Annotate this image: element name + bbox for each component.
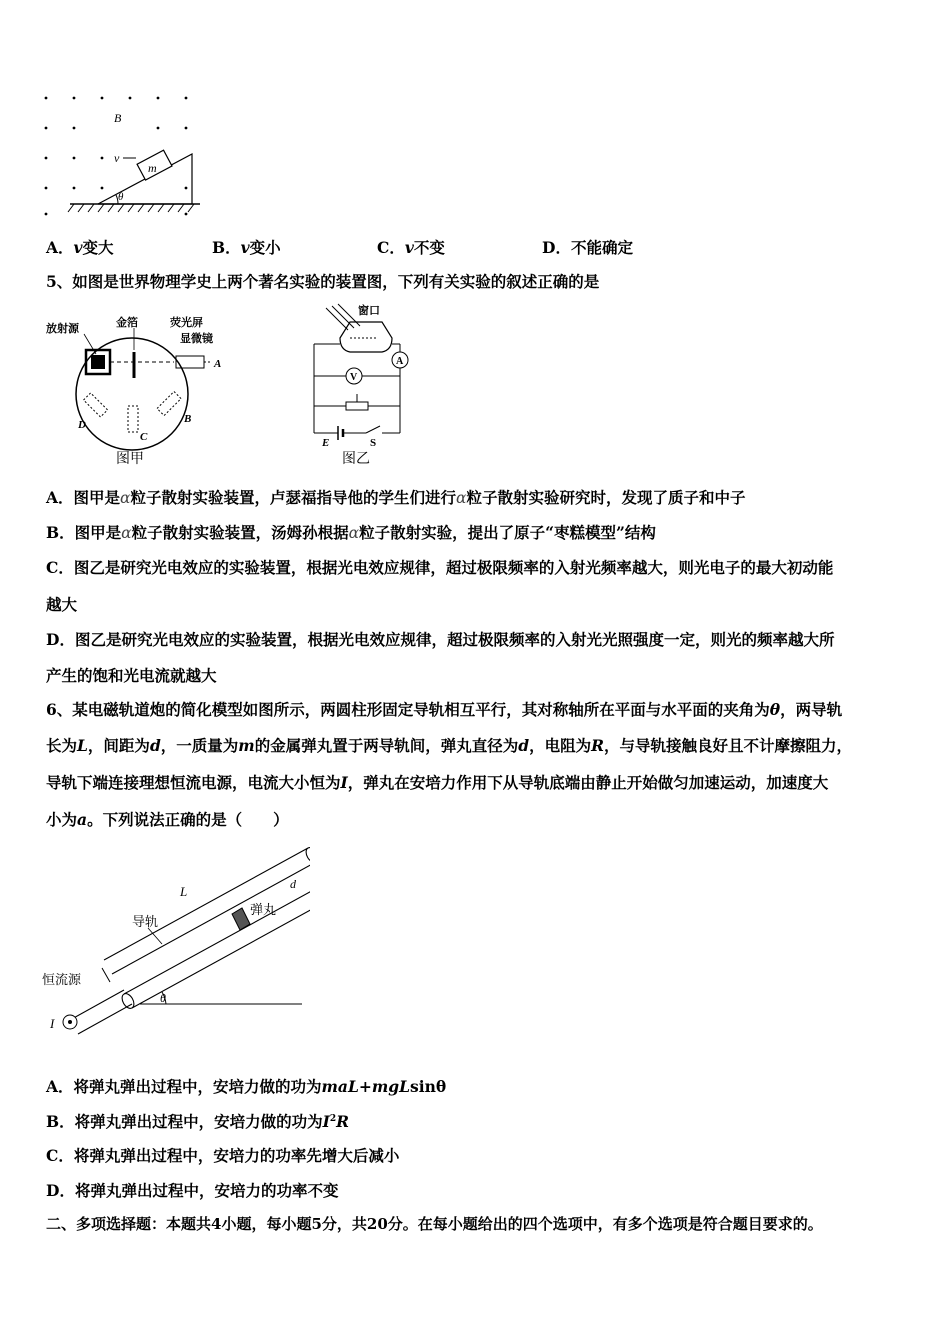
- q4-option-c: C．v不变: [377, 238, 445, 257]
- q5-option-c-line2: 越大: [46, 595, 78, 614]
- label-v: v: [114, 151, 120, 165]
- caption-jia: 图甲: [116, 451, 144, 467]
- label-gold-foil: 金箔: [116, 317, 138, 329]
- label-b: B: [184, 413, 192, 425]
- voltmeter-label: V: [350, 372, 358, 383]
- q5-option-a: A．图甲是α粒子散射实验装置，卢瑟福指导他的学生们进行α粒子散射实验研究时，发现了质子和中子: [46, 488, 746, 507]
- label-l: L: [180, 884, 188, 899]
- label-bullet: 弹丸: [250, 902, 277, 917]
- label-window: 窗口: [358, 305, 380, 317]
- q6-stem-line2: 长为L，间距为d，一质量为m的金属弹丸置于两导轨间，弹丸直径为d，电阻为R，与导轨接触良好且不计摩擦阻力，: [46, 736, 852, 755]
- label-theta: θ: [160, 991, 166, 1005]
- label-d: d: [290, 877, 296, 891]
- q6-stem-line1: 6、某电磁轨道炮的简化模型如图所示，两圆柱形固定导轨相互平行，其对称轴所在平面与水平面的夹角为θ，两导轨: [46, 700, 843, 719]
- q4-option-a: A．v变大: [46, 238, 114, 257]
- q5-stem: 5、如图是世界物理学史上两个著名实验的装置图，下列有关实验的叙述正确的是: [46, 272, 600, 291]
- q5-option-d-line2: 产生的饱和光电流就越大: [46, 666, 217, 685]
- phototube: [340, 322, 392, 352]
- q4-figure: [40, 88, 210, 218]
- q5-figure-jia: [44, 310, 234, 470]
- label-d: D: [78, 419, 86, 431]
- q6-option-c: C．将弹丸弹出过程中，安培力的功率先增大后减小: [46, 1146, 400, 1165]
- q5-option-d-line1: D．图乙是研究光电效应的实验装置，根据光电效应规律，超过极限频率的入射光光照强度一定，则光的频率越大所: [46, 630, 835, 649]
- section-2-heading: 二、多项选择题：本题共4小题，每小题5分，共20分。在每小题给出的四个选项中，有多个选项是符合题目要求的。: [46, 1215, 823, 1233]
- q4-option-b: B．v变小: [212, 238, 281, 257]
- q6-figure: [40, 840, 310, 1040]
- rail-upper: [104, 846, 310, 974]
- q6-stem-line3: 导轨下端连接理想恒流电源，电流大小恒为I，弹丸在安培力作用下从导轨底端由静止开始做匀加速运动，加速度大: [46, 773, 829, 792]
- ammeter-label: A: [396, 356, 404, 367]
- q6-option-d: D．将弹丸弹出过程中，安培力的功率不变: [46, 1181, 339, 1200]
- q6-stem-line4: 小为a。下列说法正确的是（ ）: [46, 810, 289, 829]
- label-b: B: [114, 111, 122, 125]
- label-m: m: [148, 161, 157, 175]
- q5-figure-yi: [308, 298, 418, 448]
- label-e: E: [322, 437, 330, 448]
- label-i: I: [50, 1016, 55, 1031]
- label-screen: 荧光屏: [170, 317, 203, 329]
- label-a: A: [214, 358, 222, 370]
- label-s: S: [370, 437, 377, 448]
- q5-option-c-line1: C．图乙是研究光电效应的实验装置，根据光电效应规律，超过极限频率的入射光频率越大，则光电子的最大初动能: [46, 558, 834, 577]
- label-rail: 导轨: [132, 914, 159, 929]
- q4-option-d: D．不能确定: [542, 238, 633, 257]
- label-source: 恒流源: [42, 972, 82, 987]
- label-theta: θ: [118, 191, 124, 203]
- q6-option-b: B．将弹丸弹出过程中，安培力做的功为$I^2R$: [46, 1112, 350, 1131]
- q5-option-b: B．图甲是α粒子散射实验装置，汤姆孙根据α粒子散射实验，提出了原子“枣糕模型”结构: [46, 523, 656, 542]
- label-source: 放射源: [46, 323, 79, 335]
- label-microscope: 显微镜: [180, 333, 213, 345]
- q6-option-a: A．将弹丸弹出过程中，安培力做的功为maL+mgLsinθ: [46, 1077, 447, 1096]
- label-c: C: [140, 431, 148, 443]
- caption-yi: 图乙: [342, 451, 370, 467]
